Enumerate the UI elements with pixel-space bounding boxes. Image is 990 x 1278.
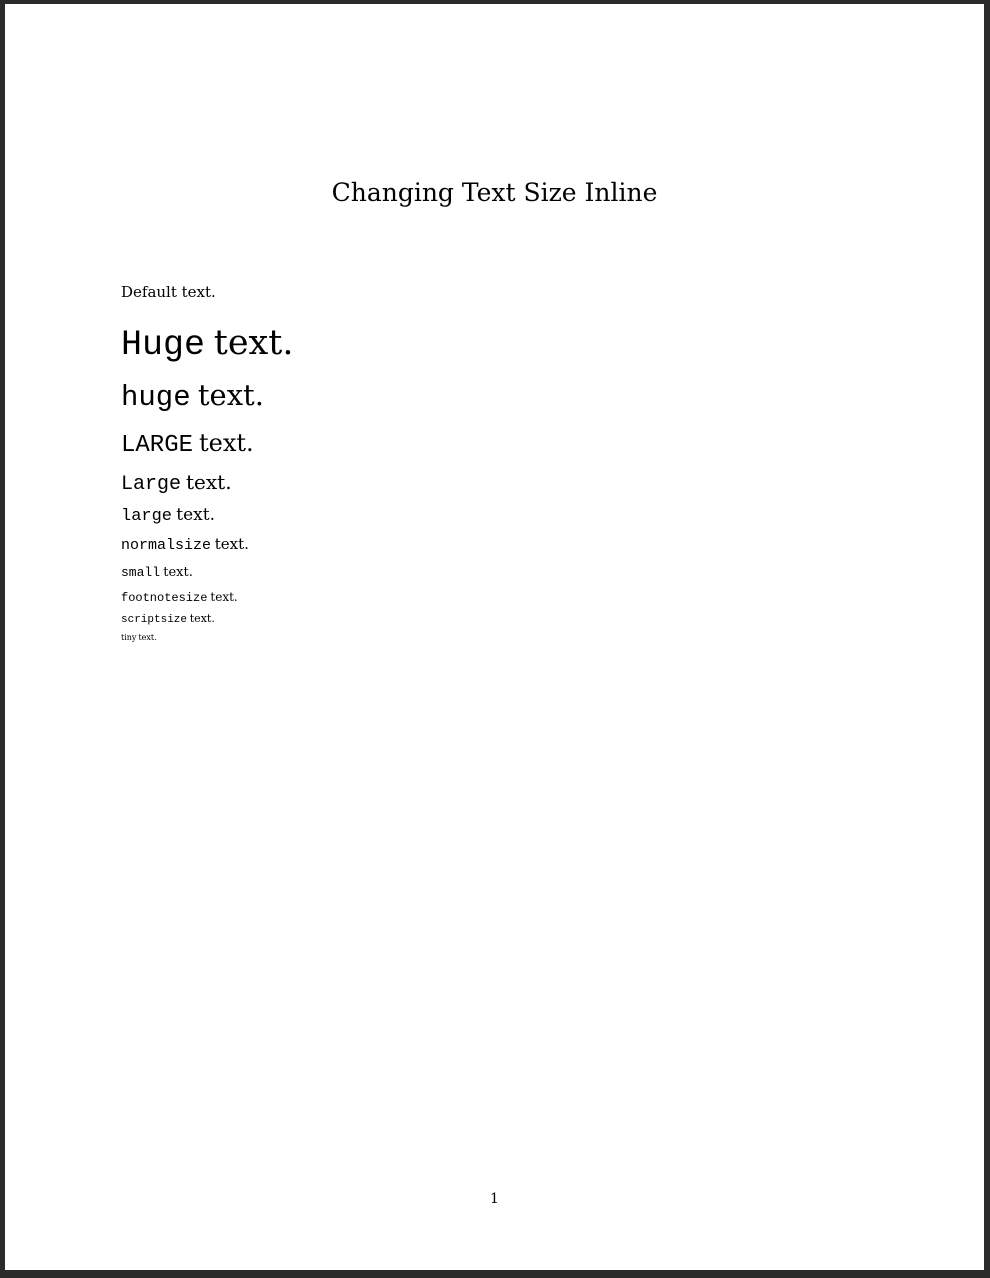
sample-text: text. [189, 612, 215, 625]
page-number: 1 [490, 1191, 499, 1207]
sample-text: text. [197, 378, 264, 412]
size-command-label: Huge [121, 325, 206, 365]
sample-text: text. [163, 565, 193, 580]
sample-text: text. [186, 470, 232, 494]
sample-text: text. [210, 590, 238, 604]
size-command-label: Large [121, 473, 182, 496]
size-command-label: small [121, 565, 161, 580]
sample-text: text. [138, 633, 157, 642]
large-line [121, 504, 215, 528]
size-command-label: LARGE [121, 432, 194, 459]
huge-capital-line [121, 322, 293, 366]
sample-text: text. [214, 535, 249, 553]
size-command-label: scriptsize [121, 614, 188, 626]
size-command-label: tiny [121, 633, 137, 642]
size-command-label: large [121, 507, 173, 526]
document-title: Changing Text Size Inline [331, 178, 658, 207]
scriptsize-line [121, 612, 215, 627]
tiny-line [121, 632, 157, 643]
sample-text: text. [199, 429, 254, 457]
small-line [121, 563, 193, 581]
default-text-line: Default text. [121, 283, 216, 301]
size-command-label: huge [121, 381, 191, 414]
large-capital-line [121, 469, 232, 498]
size-command-label: normalsize [121, 537, 212, 554]
document-page [5, 4, 984, 1270]
size-command-label: footnotesize [121, 591, 208, 605]
sample-text: text. [176, 505, 215, 525]
huge-line [121, 377, 264, 416]
sample-text: text. [213, 323, 294, 363]
large-all-caps-line [121, 428, 254, 461]
footnotesize-line [121, 589, 238, 606]
normalsize-line [121, 535, 249, 555]
